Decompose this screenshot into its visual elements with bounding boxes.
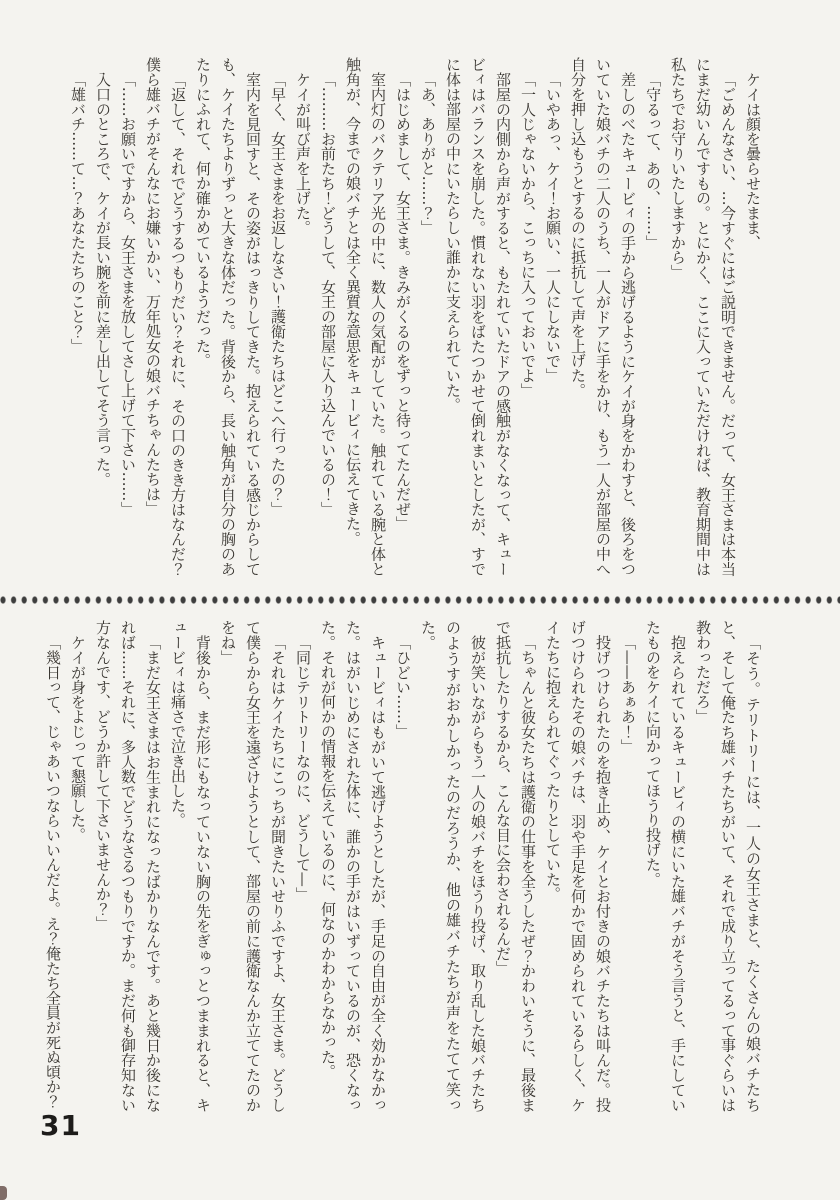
paragraph: 「………お前たち！どうして、女王の部屋に入り込んでいるの！」 bbox=[319, 72, 337, 517]
paragraph: 室内灯のバクテリア光の中に、数人の気配がしていた。触れている腕と体と触角が、今までの娘バチとは全く異質な意思をキュービィに伝えてきた。 bbox=[344, 57, 387, 576]
paragraph: 「……お願いですから、女王さまを放してさし上げて下さい……」 bbox=[119, 72, 137, 517]
dotted-divider bbox=[0, 596, 840, 604]
paragraph: ケイが身をよじって懇願した。 bbox=[69, 635, 87, 843]
top-text-block bbox=[65, 57, 765, 576]
paragraph: ケイは顔を曇らせたまま、 bbox=[744, 72, 762, 250]
paragraph: 「守るって、あの、……」 bbox=[644, 72, 662, 250]
paragraph: 「雄バチ……て…？あなたたちのこと？」 bbox=[69, 72, 87, 354]
paragraph: 「はじめまして、女王さま。きみがくるのをずっと待ってたんだぜ」 bbox=[394, 72, 412, 531]
paragraph: 「ごめんなさい、…今すぐにはご説明できません。だって、女王さまは本当にまだ幼いんですもの。とにかく、ここに入っていただければ、教育期間中は私たちでお守りいたしますから」 bbox=[669, 57, 737, 576]
paragraph: 彼が笑いながらもう一人の娘バチをほうり投げ、取り乱した娘バチたちのようすがおかしかったのだろうか、他の雄バチたちが声をたてて笑った。 bbox=[419, 620, 487, 1112]
paragraph: 「いやあっ、ケイ！お願い、一人にしないで」 bbox=[544, 72, 562, 383]
bottom-text-block bbox=[44, 620, 765, 1112]
paragraph: キュービィはもがいて逃げようとしたが、手足の自由が全く効かなかった。はがいじめにされた体に、誰かの手がはいずっているのが、恐くなった。それが何かの情報を伝えているのに、何なのかわからなかった。 bbox=[319, 620, 387, 1112]
paragraph: 抱えられているキュービィの横にいた雄バチがそう言うと、手にしていたものをケイに向かってほうり投げた。 bbox=[644, 620, 687, 1112]
paragraph: 背後から、まだ形にもなっていない胸の先をぎゅっとつままれると、キュービィは痛さで泣き出した。 bbox=[169, 620, 212, 1112]
paragraph: 部屋の内側から声がすると、もたれていたドアの感触がなくなって、キュービィはバランスを崩した。慣れない羽をばたつかせて倒れまいとしたが、すでに体は部屋の中にいたらしい誰かに支えられていた。 bbox=[444, 57, 512, 576]
paragraph: 「同じテリトリーなのに、どうして—」 bbox=[294, 635, 312, 902]
paragraph: 入口のところで、ケイが長い腕を前に差し出してそう言った。 bbox=[94, 72, 112, 487]
scan-artifact bbox=[0, 1186, 7, 1200]
paragraph: 「あ、ありがと……？」 bbox=[419, 72, 437, 235]
page-number: 31 bbox=[40, 1109, 81, 1142]
paragraph: 差しのべたキュービィの手から逃げるようにケイが身をかわすと、後ろをついていた娘バチの二人のうち、一人がドアに手をかけ、もう一人が部屋の中へ自分を押し込もうとするのに抵抗して声を上げた。 bbox=[569, 57, 637, 576]
paragraph: 「一人じゃないから、こっちに入っておいでよ」 bbox=[519, 72, 537, 398]
paragraph: 「幾日って、じゃあいつならいいんだよ。え？俺たち全員が死ぬ頃か？ bbox=[44, 635, 62, 1109]
paragraph: 「ひどい……」 bbox=[394, 635, 412, 739]
paragraph: 「ちゃんと彼女たちは護衛の仕事を全うしたぜ？かわいそうに、最後まで抵抗したりするから、こんな目に会わされるんだ」 bbox=[494, 620, 537, 1112]
paragraph: 「返して、それでどうするつもりだい？それに、その口のきき方はなんだ？僕ら雄バチがそんなにお嫌いかい、万年処女の娘バチちゃんたちは」 bbox=[144, 57, 187, 576]
paragraph: 「早く、女王さまをお返しなさい！護衛たちはどこへ行ったの？」 bbox=[269, 72, 287, 517]
paragraph: ケイが叫び声を上げた。 bbox=[294, 72, 312, 235]
paragraph: 投げつけられたのを抱き止め、ケイとお付きの娘バチたちは叫んだ。投げつけられたその娘バチは、羽や手足を何かで固められているらしく、ケイたちに抱えられてぐったりとしていた。 bbox=[544, 620, 612, 1112]
paragraph: 「それはケイたちにこっちが聞きたいせりふですよ、女王さま。どうして僕らから女王を遠ざけようとして、部屋の前に護衛なんか立ててたのかをね」 bbox=[219, 620, 287, 1112]
paragraph: 「まだ女王さまはお生まれになったばかりなんです。あと幾日か後になれば……それに、多人数でどうなさるつもりですか。まだ何も御存知ない方なんです、どうか許して下さいませんか？」 bbox=[94, 620, 162, 1112]
paragraph: 「そう。テリトリーには、一人の女王さまと、たくさんの娘バチたちと、そして俺たち雄バチたちがいて、それで成り立ってるって事ぐらいは教わっただろ」 bbox=[694, 620, 762, 1112]
paragraph: 「——あぁあ！」 bbox=[619, 635, 637, 754]
paragraph: 室内を見回すと、その姿がはっきりしてきた。抱えられている感じからしても、ケイたちよりずっと大きな体だった。背後から、長い触角が自分の胸のあたりにふれて、何か確かめているようだった。 bbox=[194, 57, 262, 576]
